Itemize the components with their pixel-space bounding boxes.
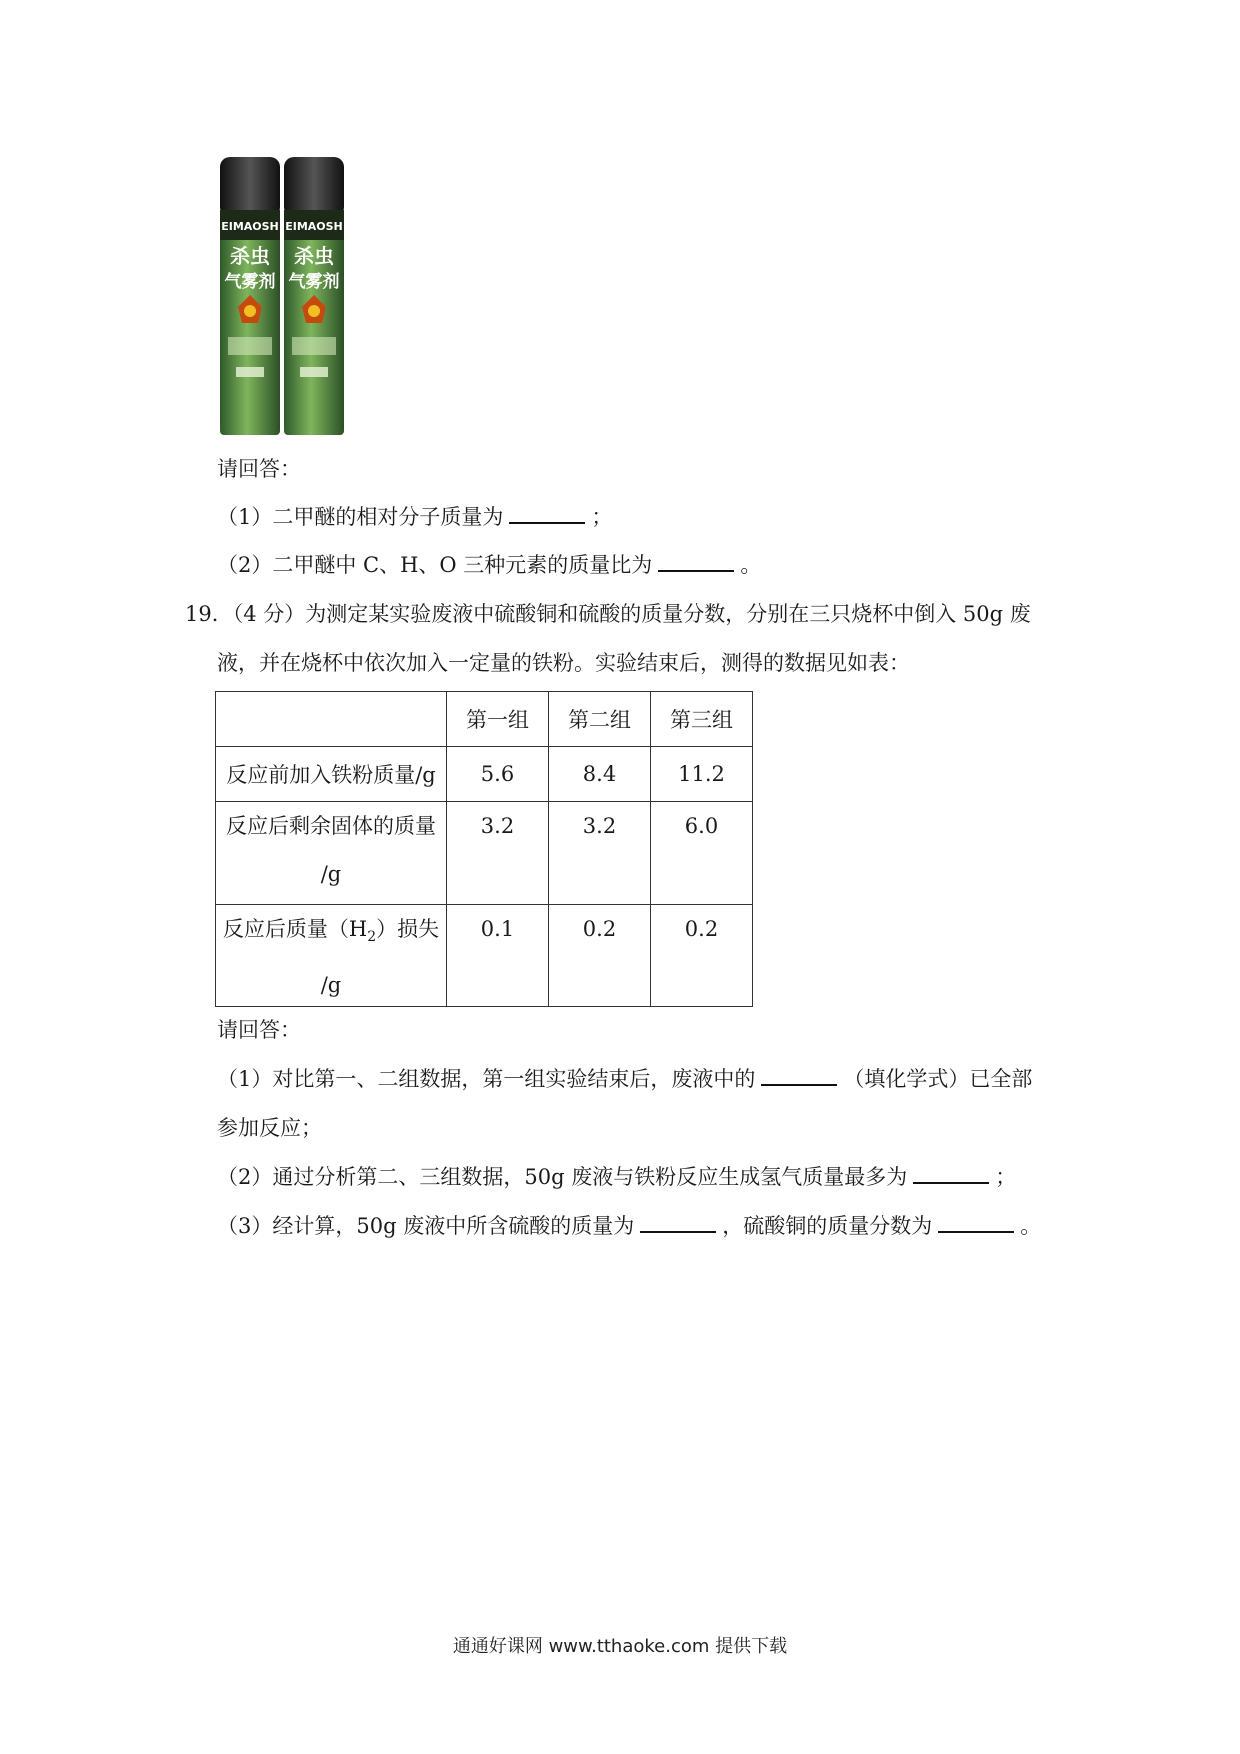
q18-part2-end: 。: [740, 553, 762, 577]
q18-part1-end: ；: [591, 505, 613, 529]
q18-prompt: 请回答：: [217, 457, 301, 481]
answer-blank: [938, 1213, 1014, 1233]
svg-text:EIMAOSH: EIMAOSH: [221, 220, 279, 233]
q19-part1: [217, 1065, 1032, 1093]
q18-part1: [217, 503, 612, 531]
q19-part1-text: （1）对比第一、二组数据，第一组实验结束后，废液中的: [217, 1067, 756, 1091]
cell-value: 0.1: [480, 917, 515, 941]
table-cell: [651, 905, 753, 1007]
row-label-iron-added: 反应前加入铁粉质量/g: [216, 747, 447, 802]
table-cell: 11.2: [651, 747, 753, 802]
table-row: [216, 905, 753, 1007]
q19-part3-mid: ，硫酸铜的质量分数为: [722, 1214, 933, 1238]
q19-part2-text: （2）通过分析第二、三组数据，50g 废液与铁粉反应生成氢气质量最多为: [217, 1165, 908, 1189]
table-cell: [447, 905, 549, 1007]
row-label-line1: [216, 905, 446, 949]
table-cell: [651, 802, 753, 905]
table-row: [216, 747, 753, 802]
answer-blank: [509, 504, 585, 524]
svg-text:杀虫: 杀虫: [230, 244, 270, 268]
row-label-unit: /g: [320, 973, 342, 998]
q19-prompt: 请回答：: [217, 1018, 301, 1042]
cell-value: 0.2: [684, 917, 719, 941]
q18-part2-text: （2）二甲醚中 C、H、O 三种元素的质量比为: [217, 553, 653, 577]
insecticide-spray-cans-image: [218, 155, 348, 440]
spray-can-right: [284, 157, 344, 435]
table-row: [216, 802, 753, 905]
q19-part3-text: （3）经计算，50g 废液中所含硫酸的质量为: [217, 1214, 635, 1238]
label-part: 反应后质量（H: [222, 917, 368, 941]
q19-part3-end: 。: [1020, 1214, 1042, 1238]
cell-value: 6.0: [684, 814, 719, 838]
q18-part2: [217, 551, 761, 579]
table-header-group3: 第三组: [651, 692, 753, 747]
svg-text:EIMAOSH: EIMAOSH: [285, 220, 343, 233]
cell-value: 3.2: [582, 814, 617, 838]
q19-part3: [217, 1212, 1041, 1240]
table-header-group2: 第二组: [549, 692, 651, 747]
answer-blank: [761, 1066, 837, 1086]
table-header-group1: 第一组: [447, 692, 549, 747]
svg-text:气雾剂: 气雾剂: [224, 272, 276, 292]
table-cell: 8.4: [549, 747, 651, 802]
table-header-row: [216, 692, 753, 747]
q19-part2-end: ；: [995, 1165, 1017, 1189]
answer-blank: [913, 1164, 989, 1184]
table-cell: [549, 905, 651, 1007]
q19-stem-line2: 液，并在烧杯中依次加入一定量的铁粉。实验结束后，测得的数据见如表：: [217, 651, 910, 675]
label-part: ）损失: [376, 917, 440, 941]
subscript: 2: [367, 929, 377, 946]
table-corner-cell: [216, 692, 447, 747]
row-label-remaining-solid: [216, 802, 447, 905]
experiment-data-table: [215, 691, 753, 1007]
svg-text:杀虫: 杀虫: [294, 244, 334, 268]
svg-text:气雾剂: 气雾剂: [288, 272, 340, 292]
cell-value: 0.2: [582, 917, 617, 941]
table-cell: 5.6: [447, 747, 549, 802]
cell-value: 3.2: [480, 814, 515, 838]
table-cell: [447, 802, 549, 905]
q18-part1-text: （1）二甲醚的相对分子质量为: [217, 505, 504, 529]
answer-blank: [658, 552, 734, 572]
row-label-unit: /g: [320, 862, 342, 886]
q19-part1-line2: 参加反应；: [217, 1116, 322, 1140]
page-footer: 通通好课网 www.tthaoke.com 提供下载: [452, 1636, 788, 1657]
q19-part2: [217, 1163, 1016, 1191]
answer-blank: [640, 1213, 716, 1233]
q19-stem-line1: 19．（4 分）为测定某实验废液中硫酸铜和硫酸的质量分数，分别在三只烧杯中倒入 50g 废: [185, 602, 1031, 626]
spray-can-left: [220, 157, 280, 435]
row-label-line1: 反应后剩余固体的质量: [226, 814, 436, 838]
row-label-mass-loss: [216, 905, 447, 1007]
q19-part1-end: （填化学式）已全部: [843, 1067, 1033, 1091]
table-cell: [549, 802, 651, 905]
